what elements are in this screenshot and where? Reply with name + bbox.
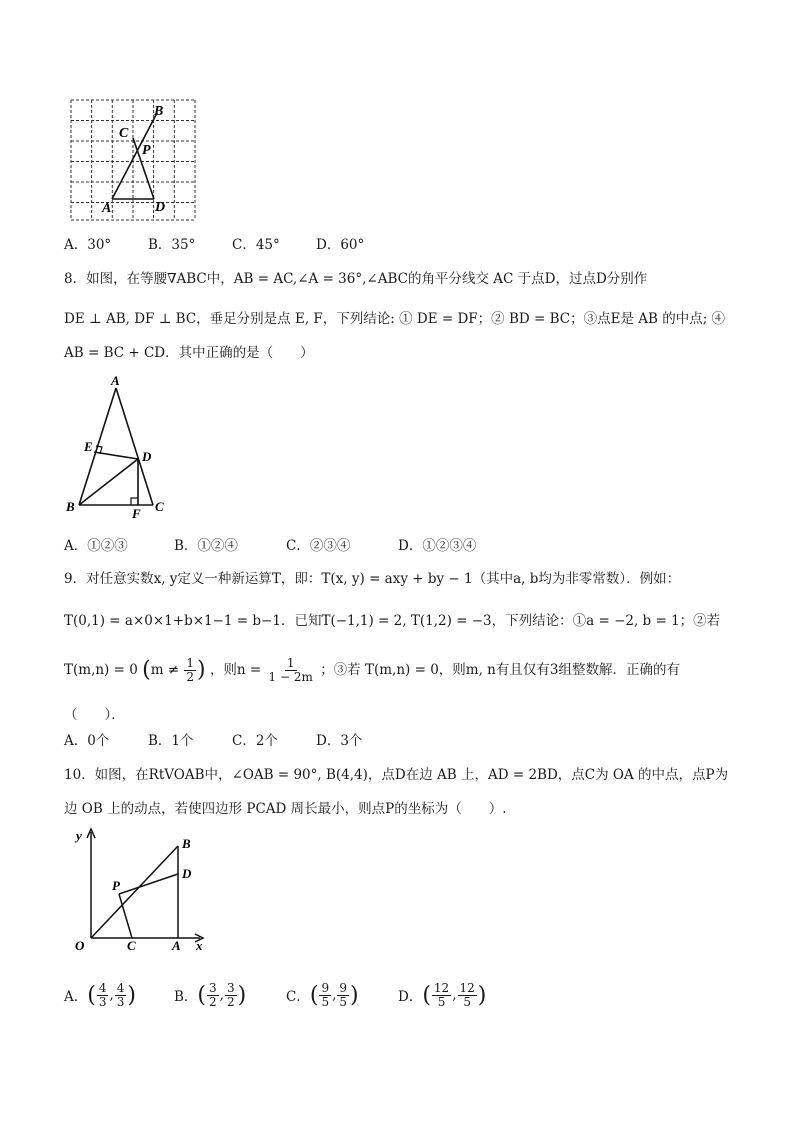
q10-line2: 边 OB 上的动点，若使四边形 PCAD 周长最小，则点P的坐标为（ ）. [64, 801, 507, 817]
q8-option-a[interactable]: A．①②③ [64, 538, 128, 554]
label-x: x [196, 938, 203, 953]
label-O: O [75, 938, 85, 953]
q9-frac-n: $\frac{1}{1 - 2m}$ [268, 656, 313, 684]
q9-option-b[interactable]: B．1个 [148, 733, 194, 749]
q9-line3: T(m,n) = 0 (m ≠ $\frac{1}{2}$ ) ，则n = $\frac{1}{1 - 2m}$ ；③若 T(m,n) = 0，则m, n有且仅有3组整数解．正确的有 [64, 656, 680, 684]
q7-option-b[interactable]: B．35° [148, 237, 196, 253]
q10-options [64, 973, 486, 1017]
q10-option-d[interactable]: D． ( $\frac{12}{5}$ , $\frac{12}{5}$ ) [398, 980, 487, 1009]
q9-line4: （ ）． [64, 707, 125, 723]
q9-line3-mid: ，则n = [209, 662, 262, 678]
q8-options [64, 537, 476, 555]
q8-option-d[interactable]: D．①②③④ [398, 538, 477, 554]
q7-options [64, 236, 364, 254]
label-B: B [182, 836, 191, 851]
q10-coordinate-figure [62, 826, 212, 956]
label-D: D [155, 200, 166, 215]
label-C: C [155, 499, 164, 514]
q9-option-a[interactable]: A．0个 [64, 733, 110, 749]
q8-line3: AB = BC + CD．其中正确的是（ ） [64, 345, 314, 361]
q7-option-a[interactable]: A．30° [64, 237, 112, 253]
label-B: B [154, 104, 164, 119]
q10-line1: 10．如图，在RtVOAB中，∠OAB = 90°, B(4,4)，点D在边 AB 上，AD = 2BD，点C为 OA 的中点，点P为 [64, 767, 729, 783]
q8-option-c[interactable]: C．②③④ [286, 538, 351, 554]
q10-option-a[interactable]: A． ( $\frac{4}{3}$ , $\frac{4}{3}$ ) [64, 980, 137, 1009]
q9-option-c[interactable]: C．2个 [232, 733, 278, 749]
q9-line1: 9．对任意实数x, y定义一种新运算T，即：T(x, y) = axy + by − 1（其中a, b均为非零常数）．例如： [64, 571, 681, 587]
label-F: F [132, 506, 141, 521]
label-D: D [182, 866, 192, 881]
label-A: A [111, 373, 120, 388]
label-C: C [119, 126, 129, 141]
q7-grid-figure [64, 96, 204, 226]
q9-line3-pre: T(m,n) = 0 [64, 662, 138, 678]
label-A: A [102, 201, 112, 216]
q10-option-b[interactable]: B． ( $\frac{3}{2}$ , $\frac{3}{2}$ ) [174, 980, 247, 1009]
q9-line3-post: ；③若 T(m,n) = 0，则m, n有且仅有3组整数解．正确的有 [320, 662, 680, 678]
q7-option-d[interactable]: D．60° [316, 237, 365, 253]
q8-line2: DE ⊥ AB, DF ⊥ BC，垂足分别是点 E, F，下列结论: ① DE = DF；② BD = BC；③点E是 AB 的中点; ④ [64, 311, 726, 327]
q9-option-d[interactable]: D．3个 [316, 733, 363, 749]
label-E: E [84, 439, 93, 454]
label-P: P [112, 878, 120, 893]
label-B: B [66, 499, 75, 514]
q7-option-c[interactable]: C．45° [232, 237, 280, 253]
q8-line1: 8．如图，在等腰∇ABC中，AB = AC,∠A = 36°,∠ABC的角平分线交 AC 于点D，过点D分别作 [64, 271, 648, 287]
q8-option-b[interactable]: B．①②④ [174, 538, 238, 554]
q9-frac-half: $\frac{1}{2}$ [186, 656, 195, 684]
q9-options [64, 732, 362, 750]
label-A: A [172, 938, 181, 953]
q9-line2: T(0,1) = a×0×1+b×1−1 = b−1．已知T(−1,1) = 2, T(1,2) = −3，下列结论：①a = −2, b = 1；②若 [64, 613, 721, 629]
label-y: y [76, 828, 82, 843]
label-C: C [127, 938, 136, 953]
label-D: D [142, 449, 152, 464]
q10-option-c[interactable]: C． ( $\frac{9}{5}$ , $\frac{9}{5}$ ) [286, 980, 359, 1009]
label-P: P [142, 143, 151, 158]
q9-line3-cond: m ≠ [150, 662, 180, 678]
q8-triangle-figure [62, 372, 182, 522]
